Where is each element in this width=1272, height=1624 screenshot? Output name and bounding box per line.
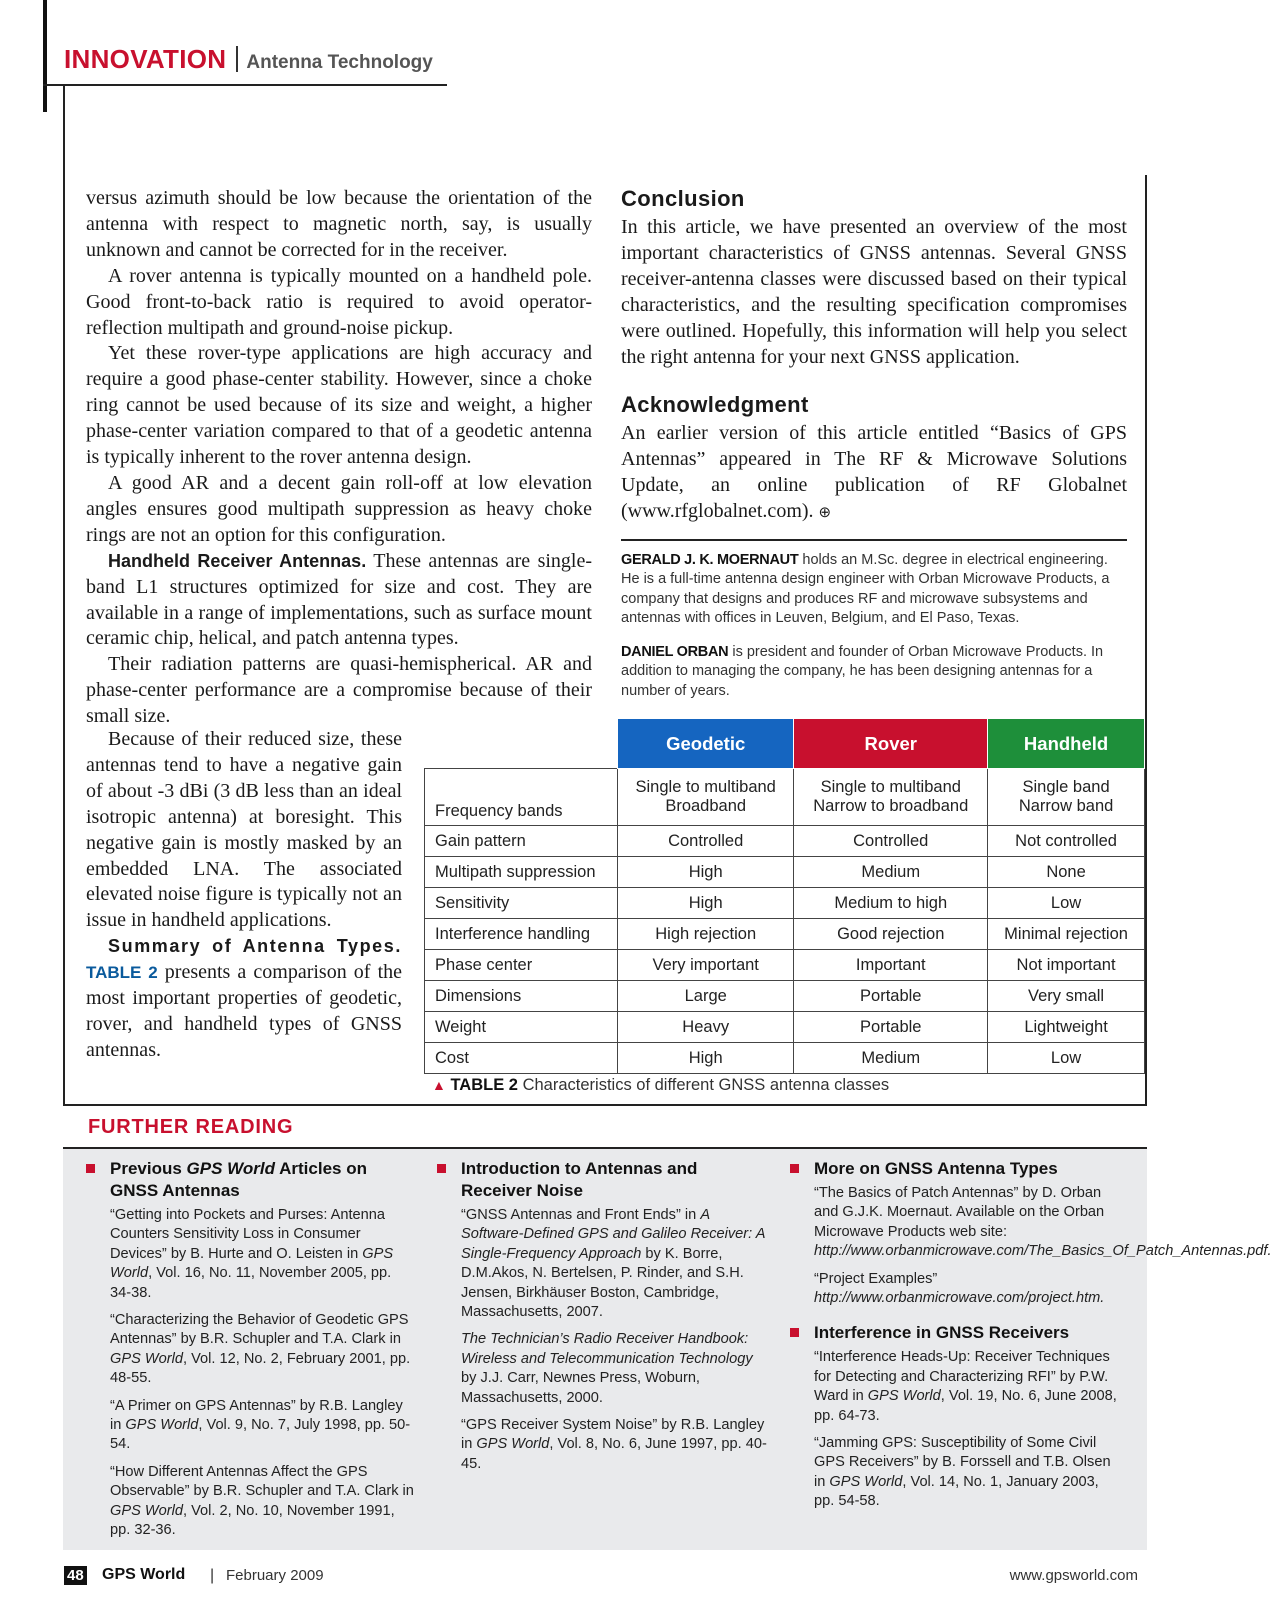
reading-item [86, 1397, 416, 1455]
heading-text: Interference in GNSS Receivers [814, 1323, 1070, 1343]
paragraph-text: These antennas are single-band L1 structures optimized for size and cost. They are available in a range of implementations, such as surface mount ceramic chip, helical, and patch antenna types. [86, 549, 592, 650]
row-label: Cost [425, 1043, 618, 1074]
end-mark-icon: ⊕ [818, 505, 832, 522]
item-text-italic: GPS World [110, 1502, 183, 1519]
conclusion-text: In this article, we have presented an overview of the most important characteristics of GNSS antennas. Several GNSS receiver-antenna classes were discussed based on their typical characteristics, and the resulting specification compromises were outlined. Hopefully, this information will help you select the right antenna for your next GNSS application. [621, 216, 1127, 368]
author-bio-text: holds an M.Sc. degree in electrical engineering. He is a full-time antenna design engineer with Orban Microwave Products, a company that designs and produces RF and microwave subsystems and antennas with offices in Leuven, Belgium, and El Paso, Texas. [621, 552, 1110, 627]
reading-heading [790, 1322, 1120, 1344]
heading-text: Articles on GNSS Antennas [110, 1159, 367, 1200]
header-rule [43, 84, 447, 86]
table-corner [425, 719, 618, 769]
paragraph: A good AR and a decent gain roll-off at low elevation angles ensures good multipath suppression as heavy choke rings are not an option for this configuration. [86, 471, 592, 546]
table-cell: Very important [618, 950, 794, 981]
row-label: Phase center [425, 950, 618, 981]
item-text: , Vol. 16, No. 11, November 2005, pp. 34-38. [110, 1265, 392, 1301]
table-cell: Important [794, 950, 988, 981]
cell-line: Single to multiband [820, 778, 961, 796]
item-text-italic: GPS World [125, 1417, 199, 1434]
item-text-italic: A Software-Defined GPS and Galileo Receiver: A Single-Frequency Approach [461, 1207, 765, 1262]
article-right-column [621, 186, 1127, 701]
item-text: “A Primer on GPS Antennas” by R.B. Langley in [110, 1397, 403, 1434]
table-cell: Controlled [618, 826, 794, 857]
caption-triangle-icon: ▲ [432, 1077, 446, 1093]
table-cell: Medium [794, 1043, 988, 1074]
table-row [425, 769, 1145, 826]
table-cell: Controlled [794, 826, 988, 857]
further-reading-column [437, 1158, 767, 1482]
reading-item [790, 1184, 1272, 1262]
table-cell: Heavy [618, 1012, 794, 1043]
conclusion-heading: Conclusion [621, 186, 745, 211]
table-cell: Medium to high [794, 888, 988, 919]
item-text: “Jamming GPS: Susceptibility of Some Civil GPS Receivers” by B. Forssell and T.B. Olsen in [814, 1435, 1111, 1490]
issue-date: February 2009 [226, 1567, 324, 1584]
run-in-heading: Summary of Antenna Types. [108, 936, 402, 957]
bullet-square-icon [437, 1164, 446, 1173]
author-name: DANIEL ORBAN [621, 643, 729, 660]
paragraph [86, 549, 592, 653]
column-header-geodetic: Geodetic [618, 719, 794, 769]
table-cell: Very small [988, 981, 1145, 1012]
bullet-square-icon [790, 1328, 799, 1337]
bullet-square-icon [790, 1164, 799, 1173]
row-label: Sensitivity [425, 888, 618, 919]
reading-item [790, 1270, 1120, 1309]
reading-heading [790, 1158, 1120, 1180]
table-cell: None [988, 857, 1145, 888]
table-cell: Portable [794, 981, 988, 1012]
section-header [64, 44, 433, 75]
reading-item [437, 1206, 767, 1322]
cell-line: Narrow to broadband [813, 797, 969, 815]
table-caption [432, 1076, 889, 1095]
item-text: “The Basics of Patch Antennas” by D. Orban and G.J.K. Moernaut. Available on the Orban Microwave Products web site: [814, 1185, 1105, 1240]
item-text: “Project Examples” [814, 1270, 938, 1287]
item-text: “Interference Heads-Up: Receiver Techniques for Detecting and Characterizing RFI” by P.W. Ward in [814, 1349, 1110, 1405]
table-cell: High [618, 888, 794, 919]
author-bio [621, 643, 1127, 701]
table-row [425, 950, 1145, 981]
caption-text: Characteristics of different GNSS antenna classes [522, 1076, 890, 1094]
item-text-italic: GPS World [476, 1436, 550, 1453]
table-cell: Low [988, 888, 1145, 919]
row-label: Weight [425, 1012, 618, 1043]
table-cell: Minimal rejection [988, 919, 1145, 950]
section-name: INNOVATION [64, 44, 227, 74]
item-text-italic: GPS World [110, 1350, 183, 1367]
item-link-text: http://www.orbanmicrowave.com/project.htm. [814, 1290, 1105, 1307]
further-reading-title: FURTHER READING [88, 1116, 294, 1138]
item-text: “Characterizing the Behavior of Geodetic GPS Antennas” by B.R. Schupler and T.A. Clark in [110, 1312, 409, 1348]
table-cell: Lightweight [988, 1012, 1145, 1043]
further-reading-column [790, 1158, 1272, 1520]
paragraph: A rover antenna is typically mounted on a handheld pole. Good front-to-back ratio is required to avoid operator-reflection multipath and ground-noise pickup. [86, 264, 592, 339]
table-cell: Not controlled [988, 826, 1145, 857]
table-row [425, 919, 1145, 950]
item-text: “Getting into Pockets and Purses: Antenna Counters Sensitivity Loss in Consumer Devices” by B. Hurte and O. Leisten in [110, 1207, 386, 1262]
author-bio-text: is president and founder of Orban Microwave Products. In addition to managing the company, he has been designing antennas for a number of years. [621, 643, 1104, 699]
table-cell: Low [988, 1043, 1145, 1074]
item-text: “GNSS Antennas and Front Ends” in [461, 1207, 701, 1223]
table-row [425, 1043, 1145, 1074]
caption-label: TABLE 2 [450, 1076, 518, 1094]
table-row [425, 1012, 1145, 1043]
item-text-italic: GPS World [110, 1245, 394, 1282]
column-header-handheld: Handheld [988, 719, 1145, 769]
item-text: , Vol. 8, No. 6, June 1997, pp. 40-45. [461, 1436, 767, 1472]
reading-item [86, 1463, 416, 1541]
table-cell: High rejection [618, 919, 794, 950]
website-url: www.gpsworld.com [1009, 1567, 1138, 1584]
table-row [425, 981, 1145, 1012]
comparison-table [424, 718, 1145, 1074]
row-label: Gain pattern [425, 826, 618, 857]
paragraph: Because of their reduced size, these antennas tend to have a negative gain of about -3 dBi (3 dB less than an ideal isotropic antenna) at boresight. This negative gain is mostly masked by an embedded LNA. The associated elevated noise figure is typically not an issue in handheld applications. [86, 728, 402, 932]
item-text: by J.J. Carr, Newnes Press, Woburn, Massachusetts, 2000. [461, 1370, 700, 1406]
paragraph [86, 934, 402, 1064]
heading-text: Previous [110, 1159, 187, 1178]
author-bio [621, 551, 1127, 629]
bullet-square-icon [86, 1164, 95, 1173]
footer-separator: | [210, 1567, 215, 1584]
item-link-text: http://www.orbanmicrowave.com/The_Basics_Of_Patch_Antennas.pdf. [814, 1243, 1272, 1260]
table-row [425, 826, 1145, 857]
paragraph: versus azimuth should be low because the orientation of the antenna with respect to magnetic north, say, is usually unknown and cannot be corrected for in the receiver. [86, 187, 592, 261]
table-cell: Not important [988, 950, 1145, 981]
row-label: Dimensions [425, 981, 618, 1012]
author-name: GERALD J. K. MOERNAUT [621, 552, 799, 569]
article-left-column [86, 186, 592, 730]
reading-heading [86, 1158, 416, 1202]
table-row [425, 888, 1145, 919]
reading-heading [437, 1158, 767, 1202]
article-narrow-column [86, 727, 402, 1064]
page-frame-right [1145, 175, 1147, 1105]
item-text-italic: GPS World [867, 1388, 941, 1405]
further-reading-column [86, 1158, 416, 1549]
row-label: Interference handling [425, 919, 618, 950]
item-text: , Vol. 14, No. 1, January 2003, pp. 54-58. [814, 1473, 1099, 1510]
paragraph: Yet these rover-type applications are high accuracy and require a good phase-center stability. However, since a choke ring cannot be used because of its size and weight, a higher phase-center variation compared to that of a geodetic antenna is typically inherent to the rover antenna design. [86, 342, 592, 469]
table-cell: Portable [794, 1012, 988, 1043]
header-accent-bar [43, 0, 47, 112]
reading-item [86, 1311, 416, 1389]
table-cell: High [618, 857, 794, 888]
page-number: 48 [64, 1566, 87, 1585]
cell-line: Broadband [665, 797, 747, 815]
table-cell: Large [618, 981, 794, 1012]
item-text-italic: The Technician’s Radio Receiver Handbook: Wireless and Telecommunication Technology [461, 1331, 753, 1367]
bio-rule [621, 539, 1127, 541]
item-text: “How Different Antennas Affect the GPS Observable” by B.R. Schupler and T.A. Clark in [110, 1463, 414, 1500]
table-header-row [425, 719, 1145, 769]
cell-line: Single band [1022, 778, 1110, 796]
page-frame-bottom [63, 1104, 1147, 1106]
row-label: Frequency bands [425, 769, 618, 826]
paragraph: Their radiation patterns are quasi-hemispherical. AR and phase-center performance are a compromise because of their small size. [86, 653, 592, 728]
reading-item [790, 1434, 1120, 1512]
heading-text-italic: GPS World [186, 1159, 276, 1178]
item-text: , Vol. 19, No. 6, June 2008, pp. 64-73. [814, 1388, 1117, 1424]
table-cell [988, 769, 1145, 826]
reading-item [790, 1348, 1120, 1426]
row-label: Multipath suppression [425, 857, 618, 888]
item-text-italic: GPS World [829, 1473, 903, 1490]
cell-line: Single to multiband [635, 778, 776, 796]
acknowledgment-heading: Acknowledgment [621, 392, 809, 418]
table-cell [794, 769, 988, 826]
publication-name: GPS World [102, 1566, 186, 1583]
acknowledgment-text: An earlier version of this article entitled “Basics of GPS Antennas” appeared in The RF & Microwave Solutions Update, an online publication of RF Globalnet (www.rfglobalnet.com). [621, 422, 1127, 523]
run-in-heading: Handheld Receiver Antennas. [108, 550, 367, 571]
item-text: , Vol. 9, No. 7, July 1998, pp. 50-54. [110, 1417, 411, 1453]
page-frame-left [63, 84, 65, 1104]
table-cell: High [618, 1043, 794, 1074]
cell-line: Narrow band [1018, 797, 1114, 815]
reading-item [437, 1416, 767, 1474]
table-reference: TABLE 2 [86, 963, 158, 983]
subsection-name: Antenna Technology [246, 52, 433, 73]
acknowledgment-paragraph [621, 421, 1127, 527]
heading-text: More on GNSS Antenna Types [814, 1159, 1058, 1178]
table-row [425, 857, 1145, 888]
column-header-rover: Rover [794, 719, 988, 769]
paragraph-text: presents a comparison of the most important properties of geodetic, rover, and handheld types of GNSS antennas. [86, 961, 403, 1061]
item-text: , Vol. 2, No. 10, November 1991, pp. 32-36. [110, 1502, 395, 1539]
table-cell [618, 769, 794, 826]
item-text: “GPS Receiver System Noise” by R.B. Langley in [461, 1417, 765, 1453]
table-cell: Good rejection [794, 919, 988, 950]
item-text: by K. Borre, D.M.Akos, N. Bertelsen, P. Rinder, and S.H. Jensen, Birkhäuser Boston, Cambridge, Massachusetts, 2007. [461, 1245, 744, 1321]
heading-text: Introduction to Antennas and Receiver Noise [461, 1159, 698, 1200]
reading-item [86, 1206, 416, 1303]
item-text: , Vol. 12, No. 2, February 2001, pp. 48-55. [110, 1350, 411, 1387]
table-cell: Medium [794, 857, 988, 888]
reading-item [437, 1330, 767, 1408]
header-divider [236, 46, 238, 72]
